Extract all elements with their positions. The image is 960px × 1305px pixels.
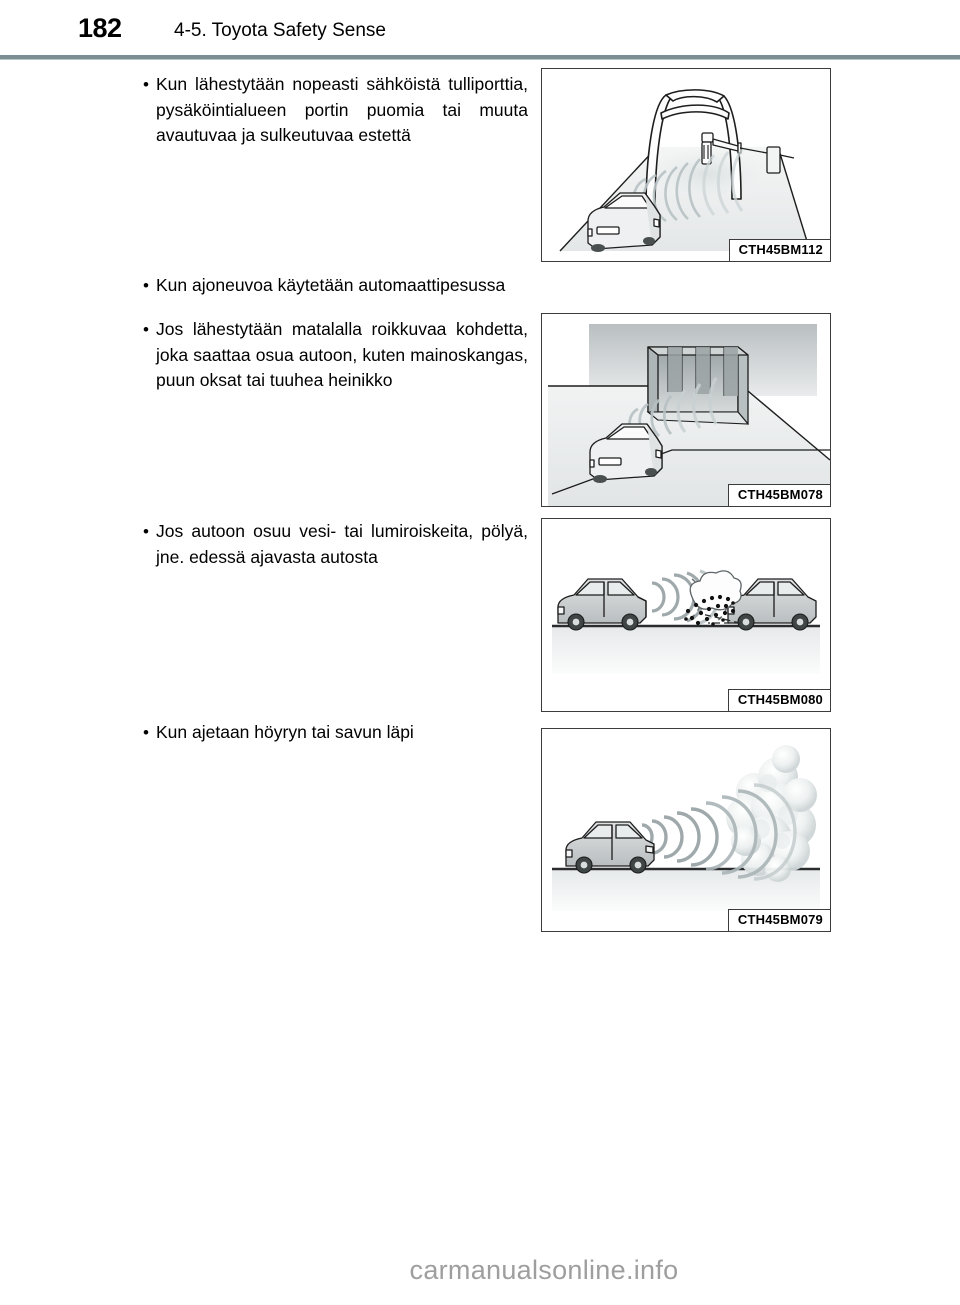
figure-code: CTH45BM080 — [728, 689, 830, 711]
figure-code: CTH45BM078 — [728, 484, 830, 506]
illustration-toll-gate — [542, 69, 830, 261]
figure-code: CTH45BM112 — [729, 239, 830, 261]
list-item-text: Kun ajoneuvoa käytetään automaattipesussa — [156, 275, 506, 295]
list-item-car-wash — [143, 273, 843, 299]
bullet-marker: • — [143, 522, 149, 541]
bullet-marker: • — [143, 75, 149, 94]
bullet-marker: • — [143, 320, 149, 339]
page-content — [0, 58, 960, 1238]
page-header — [0, 0, 960, 58]
list-item-text: Kun ajetaan höyryn tai savun läpi — [156, 722, 414, 742]
page-number: 182 — [78, 13, 122, 43]
list-item-text: Jos lähestytään matalalla roikkuvaa kohdetta, joka saattaa osua autoon, kuten mainoskangas, puun oksat tai tuuhea heinikko — [156, 319, 528, 390]
bullet-marker: • — [143, 723, 149, 742]
site-watermark: carmanualsonline.info — [409, 1255, 679, 1285]
illustration-banner — [542, 314, 830, 506]
section-title: 4-5. Toyota Safety Sense — [174, 20, 386, 41]
list-item-text: Jos autoon osuu vesi- tai lumiroiskeita, pölyä, jne. edessä ajavasta autosta — [156, 521, 528, 567]
illustration-steam — [542, 729, 830, 931]
bullet-marker: • — [143, 276, 149, 295]
figure-low-hanging-object — [541, 313, 831, 507]
list-item-toll-gate — [143, 72, 531, 149]
figure-toll-gate — [541, 68, 831, 262]
figure-water-snow-spray — [541, 518, 831, 712]
list-item-low-hanging-object — [143, 317, 531, 394]
list-item-water-snow-spray — [143, 519, 531, 570]
illustration-spray — [542, 519, 830, 711]
figure-code: CTH45BM079 — [728, 909, 830, 931]
figure-steam-smoke — [541, 728, 831, 932]
list-item-text: Kun lähestytään nopeasti sähköistä tulliporttia, pysäköintialueen portin puomia tai muuta avautuvaa ja sulkeutuvaa estettä — [156, 74, 528, 145]
